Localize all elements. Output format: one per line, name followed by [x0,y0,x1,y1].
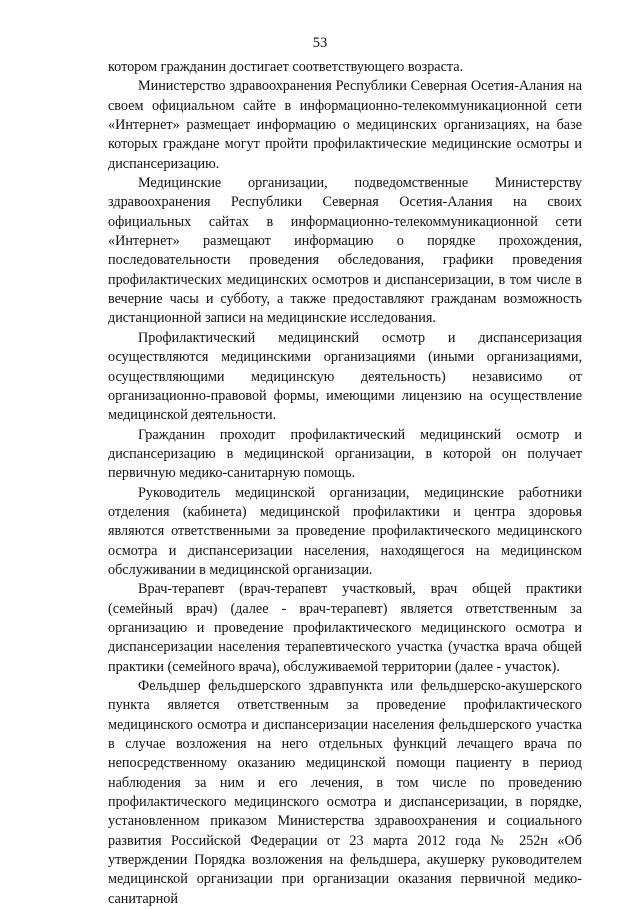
page-number: 53 [312,35,328,51]
paragraph-therapist-responsibility: Врач-терапевт (врач-терапевт участковый, врач общей практики (семейный врач) (далее - врач-терапевт) является ответственным за организацию и проведение профилактического медицинского осмотра и диспансеризации населения терапевтического участка (участка врача общей практики (семейного врача), обслуживаемой территории (далее - участок). [108,581,582,675]
paragraph-where-citizen-attends: Гражданин проходит профилактический медицинский осмотр и диспансеризацию в медицинской организации, в которой он получает первичную медико-санитарную помощь. [108,426,582,482]
paragraph-continuation: котором гражданин достигает соответствующего возраста. [108,59,464,75]
paragraph-feldsher-responsibility: Фельдшер фельдшерского здравпункта или фельдшерско-акушерского пункта является ответственным за проведение профилактического медицинского осмотра и диспансеризации населения фельдшерского участка в случае возложения на него отдельных функций лечащего врача по непосредственному оказанию медицинской помощи пациенту в период наблюдения за ним и его лечения, в том числе по проведению профилактического медицинского осмотра и диспансеризации, в порядке, установленном приказом Министерства здравоохранения и социального развития Российской Федерации от 23 марта 2012 года № 252н «Об утверждении Порядка возложения на фельдшера, акушерку руководителем медицинской организации при организации оказания первичной медико-санитарной [108,678,582,907]
document-body [108,58,582,909]
paragraph-responsible-staff: Руководитель медицинской организации, медицинские работники отделения (кабинета) медицинской профилактики и центра здоровья являются ответственными за проведение профилактического медицинского осмотра и диспансеризации населения, находящегося на медицинском обслуживании в медицинской организации. [108,484,582,578]
paragraph-ministry-website: Министерство здравоохранения Республики Северная Осетия-Алания на своем официальном сайте в информационно-телекоммуникационной сети «Интернет» размещает информацию о медицинских организациях, на базе которых граждане могут пройти профилактические медицинские осмотры и диспансеризацию. [108,78,582,172]
paragraph-who-performs-checkups: Профилактический медицинский осмотр и диспансеризация осуществляются медицинскими организациями (иными организациями, осуществляющими медицинскую деятельность) независимо от организационно-правовой формы, имеющими лицензию на осуществление медицинской деятельности. [108,329,582,424]
paragraph-medical-organizations-sites: Медицинские организации, подведомственные Министерству здравоохранения Республики Северная Осетия-Алания на своих официальных сайтах в информационно-телекоммуникационной сети «Интернет» размещают информацию о порядке прохождения, последовательности проведения обследования, графики проведения профилактических медицинских осмотров и диспансеризации, в том числе в вечерние часы и субботу, а также предоставляют гражданам возможность дистанционной записи на медицинские исследования. [108,175,582,327]
